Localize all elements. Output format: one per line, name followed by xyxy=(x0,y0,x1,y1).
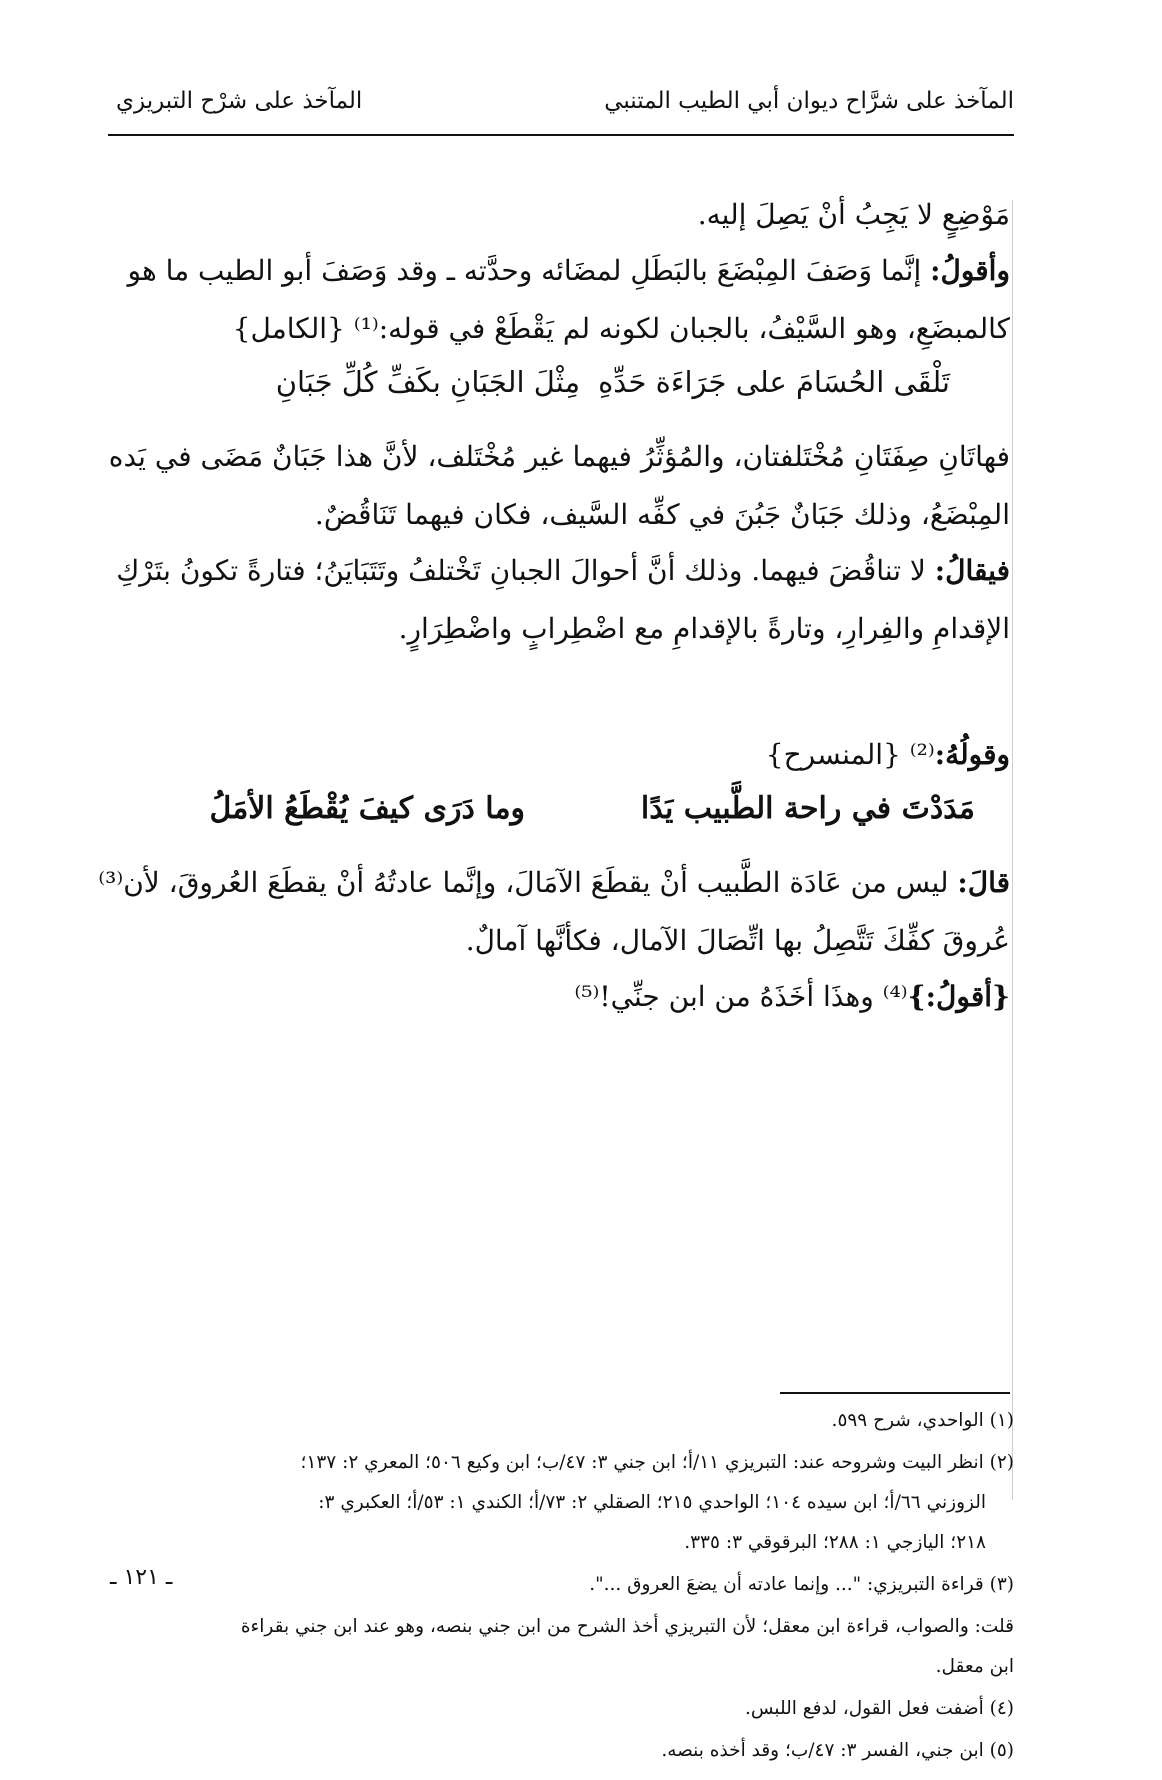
verse-second-hemistich: وما دَرَى كيفَ يُقْطَعُ الأمَلُ xyxy=(209,791,525,826)
footnote-3-note xyxy=(108,1614,1014,1680)
header-section-title: المآخذ على شرْح التبريزي xyxy=(116,88,363,114)
main-text xyxy=(98,195,1010,1033)
text-span: ليس من عَادَة الطَّبيب أنْ يقطَعَ الآمَالَ، وإنَّما عادتُهُ أنْ يقطَعَ العُروقَ، لأن⁽³⁾ xyxy=(98,866,958,899)
text-span: إنَّما وَصَفَ المِبْضَعَ بالبَطَلِ لمضَائه وحدَّته ـ وقد وَصَفَ أبو الطيب ما هو xyxy=(127,254,931,287)
page-number: ـ ١٢١ ـ xyxy=(110,1565,173,1590)
scan-margin-line xyxy=(1012,200,1015,1500)
footnote-2 xyxy=(108,1450,1014,1556)
footnote-line: ابن معقل. xyxy=(935,1656,1014,1677)
verse-first-hemistich: مَدَدْتَ في راحة الطَّبيب يَدًا xyxy=(640,791,975,826)
text-line: فهاتَانِ صِفَتَانِ مُخْتَلفتان، والمُؤثِّرُ فيهما غير مُخْتَلف، لأنَّ هذا جَبَانٌ مَضَى في يَده xyxy=(108,440,1010,473)
paragraph xyxy=(108,437,1010,535)
header-divider xyxy=(108,134,1014,136)
paragraph-lead: {أقولُ:} xyxy=(907,980,1010,1013)
text-span: ⁽⁴⁾ وهذَا أخَذَهُ من ابن جنِّي!⁽⁵⁾ xyxy=(574,980,908,1013)
verse-second-hemistich: مِثْلَ الجَبَانِ بكَفِّ كُلِّ جَبَانِ xyxy=(275,365,580,399)
text-span: لا تناقُضَ فيهما. وذلك أنَّ أحوالَ الجبانِ تَخْتلفُ وتَتَبَايَنُ؛ فتارةً تكونُ بتَرْكِ xyxy=(116,554,935,587)
paragraph-lead: وأقولُ: xyxy=(930,254,1010,287)
text-line: المِبْضَعُ، وذلك جَبَانٌ جَبُنَ في كفِّه السَّيف، فكان فيهما تَنَاقُضٌ. xyxy=(314,498,1010,531)
footnote-4: (٤) أضفت فعل القول، لدفع اللبس. xyxy=(744,1698,1014,1719)
poetry-verse xyxy=(115,365,1010,413)
footnote-line: (٢) انظر البيت وشروحه عند: التبريزي ١١/أ؛ ابن جني ٣: ٤٧/ب؛ ابن وكيع ٥٠٦؛ المعري ٢: ١٣٧؛ xyxy=(300,1452,1014,1473)
footnote-line: الزوزني ٦٦/أ؛ ابن سيده ١٠٤؛ الواحدي ٢١٥؛ الصقلي ٢: ٧٣/أ؛ الكندي ١: ٥٣/أ؛ العكبري ٣: xyxy=(318,1492,986,1513)
text-line xyxy=(115,251,1010,291)
footnotes xyxy=(108,1408,1014,1780)
paragraph-qala xyxy=(98,863,1010,961)
paragraph-yuqalu xyxy=(115,551,1010,649)
paragraph-lead: قالَ: xyxy=(957,866,1010,899)
verse-first-hemistich: تَلْقَى الحُسَامَ على جَرَاءَة حَدِّهِ xyxy=(598,365,950,399)
paragraph-lead: فيقالُ: xyxy=(934,554,1010,587)
running-header xyxy=(108,88,1014,128)
text-line: الإقدامِ والفِرارِ، وتارةً بالإقدامِ مع اضْطِرابٍ واضْطِرَارٍ. xyxy=(398,612,1010,645)
text-span: ⁽²⁾ {المنسرح} xyxy=(765,738,935,771)
text-line xyxy=(115,551,1010,591)
poetry-verse xyxy=(115,791,1010,839)
footnote-divider xyxy=(780,1392,1010,1394)
header-book-title: المآخذ على شرَّاح ديوان أبي الطيب المتنبي xyxy=(604,88,1014,114)
text-line: عُروقَ كفِّكَ تَتَّصِلُ بها اتِّصَالَ الآمال، فكأنَّها آمالٌ. xyxy=(465,924,1010,957)
section-gap xyxy=(115,665,1010,735)
footnote-1: (١) الواحدي، شرح ٥٩٩. xyxy=(831,1410,1014,1431)
paragraph-aqulu-2 xyxy=(115,977,1010,1017)
paragraph-aqulu xyxy=(115,251,1010,349)
section-heading xyxy=(115,735,1010,775)
footnote-line: ٢١٨؛ اليازجي ١: ٢٨٨؛ البرقوقي ٣: ٣٣٥. xyxy=(684,1532,986,1553)
paragraph-lead: وقولُهُ: xyxy=(934,738,1010,771)
footnote-3: (٣) قراءة التبريزي: "... وإنما عادته أن يضعَ العروق ...". xyxy=(589,1574,1014,1595)
text-line: كالمبضَعِ، وهو السَّيْفُ، بالجبان لكونه لم يَقْطَعْ في قوله:⁽¹⁾ {الكامل} xyxy=(232,312,1010,345)
footnote-line: قلت: والصواب، قراءة ابن معقل؛ لأن التبريزي أخذ الشرح من ابن جني بنصه، وهو عند ابن جني بقراءة xyxy=(240,1616,1014,1637)
text-line: مَوْضِعٍ لا يَجِبُ أنْ يَصِلَ إليه. xyxy=(697,198,1010,231)
text-line xyxy=(98,863,1010,903)
footnote-5: (٥) ابن جني، الفسر ٣: ٤٧/ب؛ وقد أخذه بنصه. xyxy=(661,1740,1014,1761)
